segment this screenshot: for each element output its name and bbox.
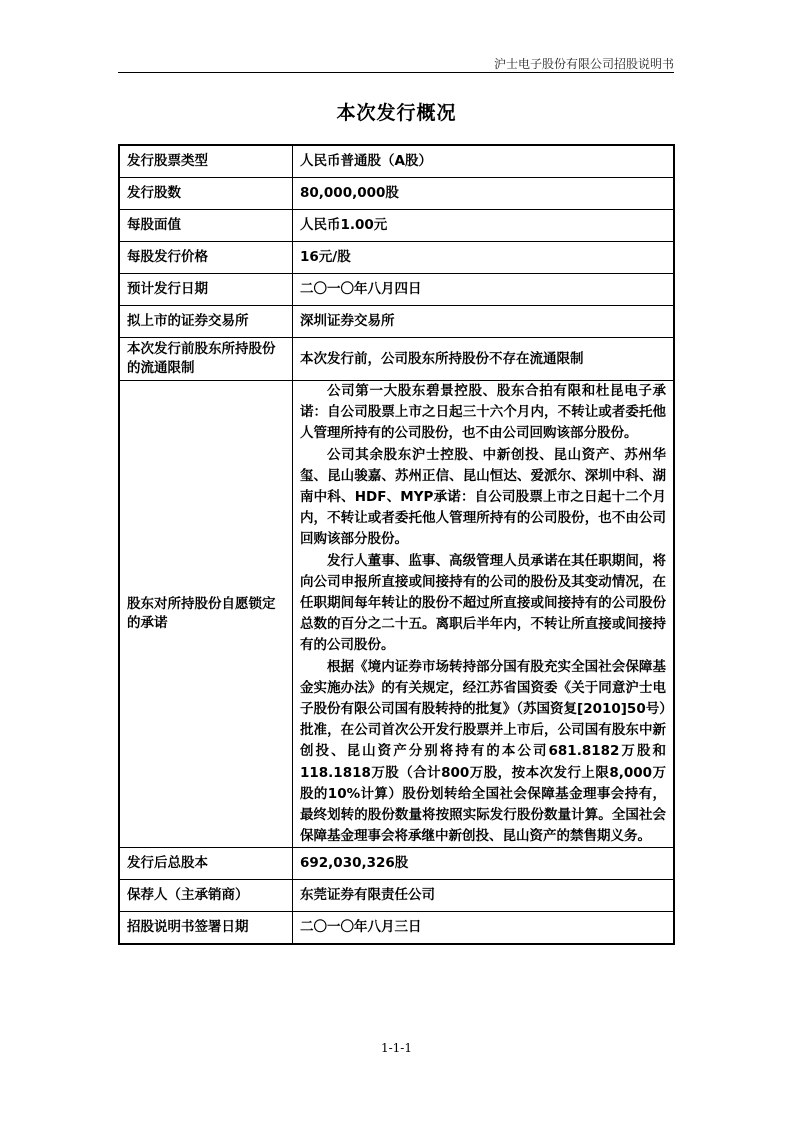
lockup-label: 股东对所持股份自愿锁定的承诺 <box>119 381 293 848</box>
row-value: 东莞证券有限责任公司 <box>293 880 675 912</box>
row-value: 人民币普通股（A股） <box>293 145 675 178</box>
row-label: 保荐人（主承销商） <box>119 880 293 912</box>
row-label: 招股说明书签署日期 <box>119 912 293 945</box>
table-row <box>119 306 674 338</box>
row-label: 每股面值 <box>119 210 293 242</box>
row-value: 80,000,000股 <box>293 178 675 210</box>
row-label: 拟上市的证券交易所 <box>119 306 293 338</box>
lockup-content <box>293 381 675 848</box>
table-row <box>119 210 674 242</box>
row-value: 深圳证券交易所 <box>293 306 675 338</box>
row-value: 二〇一〇年八月四日 <box>293 274 675 306</box>
lockup-paragraph: 公司其余股东沪士控股、中新创投、昆山资产、苏州华玺、昆山骏嘉、苏州正信、昆山恒达、爱派尔、深圳中科、湖南中科、HDF、MYP承诺：自公司股票上市之日起十二个月内，不转让或者委托他人管理所持有的公司股份，也不由公司回购该部分股份。 <box>300 446 666 548</box>
table-row <box>119 912 674 945</box>
lockup-paragraph: 发行人董事、监事、高级管理人员承诺在其任职期间，将向公司申报所直接或间接持有的公司的股份及其变动情况，在任职期间每年转让的股份不超过所直接或间接持有的公司股份总数的百分之二十五。离职后半年内，不转让所直接或间接持有的公司股份。 <box>300 552 666 654</box>
table-row <box>119 274 674 306</box>
lockup-paragraph: 根据《境内证券市场转持部分国有股充实全国社会保障基金实施办法》的有关规定，经江苏省国资委《关于同意沪士电子股份有限公司国有股转持的批复》（苏国资复[2010]50号）批准，在公司首次公开发行股票并上市后，公司国有股东中新创投、昆山资产分别将持有的本公司681.8182万股和118.1818万股（合计800万股，按本次发行上限8,000万股的10%计算）股份划转给全国社会保障基金理事会持有，最终划转的股份数量将按照实际发行股份数量计算。全国社会保障基金理事会将承继中新创投、昆山资产的禁售期义务。 <box>300 658 666 845</box>
page-title: 本次发行概况 <box>336 102 457 124</box>
lockup-row <box>119 381 674 848</box>
row-value: 人民币1.00元 <box>293 210 675 242</box>
table-row <box>119 145 674 178</box>
lockup-paragraph: 公司第一大股东碧景控股、股东合拍有限和杜昆电子承诺：自公司股票上市之日起三十六个月内，不转让或者委托他人管理所持有的公司股份，也不由公司回购该部分股份。 <box>300 383 666 442</box>
table-row <box>119 178 674 210</box>
row-label: 发行股票类型 <box>119 145 293 178</box>
row-label: 每股发行价格 <box>119 242 293 274</box>
row-label: 发行后总股本 <box>119 848 293 880</box>
issuance-overview-table <box>118 144 675 945</box>
row-value: 16元/股 <box>293 242 675 274</box>
table-row <box>119 880 674 912</box>
row-label: 发行股数 <box>119 178 293 210</box>
row-value: 692,030,326股 <box>293 848 675 880</box>
table-row <box>119 242 674 274</box>
document-header: 沪士电子股份有限公司招股说明书 <box>493 57 674 71</box>
header-divider <box>118 72 674 73</box>
page-number: 1-1-1 <box>380 1041 412 1055</box>
row-label: 预计发行日期 <box>119 274 293 306</box>
row-value: 二〇一〇年八月三日 <box>293 912 675 945</box>
table-row <box>119 848 674 880</box>
row-label: 本次发行前股东所持股份的流通限制 <box>119 338 293 381</box>
table-row <box>119 338 674 381</box>
row-value: 本次发行前，公司股东所持股份不存在流通限制 <box>293 338 675 381</box>
